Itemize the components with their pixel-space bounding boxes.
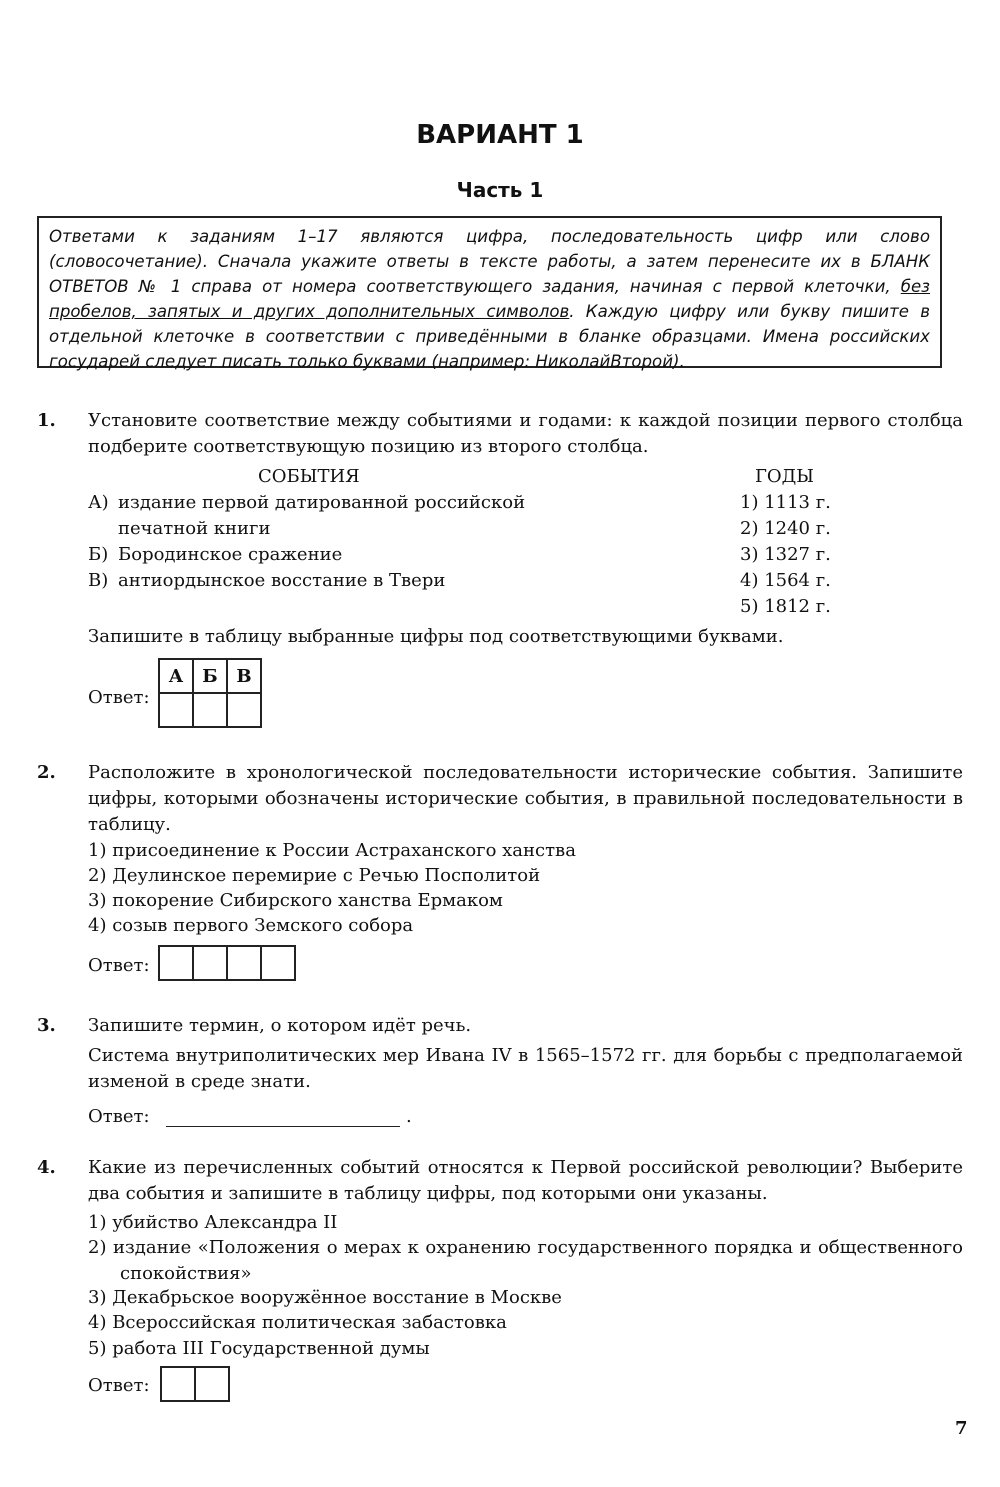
q4-answer-table [160, 1366, 230, 1402]
q1-event-c-text: антиордынское восстание в Твери [118, 570, 446, 591]
q2-number: 2. [37, 762, 56, 783]
variant-title: ВАРИАНТ 1 [416, 120, 584, 150]
q2-answer-cell-1[interactable] [159, 946, 193, 980]
q1-answer-cell-c[interactable] [227, 693, 261, 727]
q2-answer-table [158, 945, 296, 981]
q4-text: Какие из перечисленных событий относятся к Первой российской революции? Выберите два события и запишите в таблицу цифры, под которыми они указаны. [88, 1157, 963, 1204]
q1-answer-table [158, 658, 262, 728]
q4-item-1: 1) убийство Александра II [88, 1212, 338, 1233]
q1-col-c-header: В [227, 659, 261, 693]
q1-year-4: 4) 1564 г. [740, 570, 831, 591]
q1-event-b-letter: Б) [88, 544, 109, 565]
q1-event-a-text-cont: печатной книги [118, 518, 271, 539]
q1-year-2: 2) 1240 г. [740, 518, 831, 539]
page-number: 7 [955, 1418, 968, 1439]
q2-answer-cell-4[interactable] [261, 946, 295, 980]
q2-item-2: 2) Деулинское перемирие с Речью Посполитой [88, 865, 541, 886]
q1-answer-cell-b[interactable] [193, 693, 227, 727]
instructions-text-end: . Каждую цифру или букву пишите в отдельной клеточке в соответствии с приведёнными в бланке образцами. Имена российских государей следует писать только буквами (например: НиколайВторой). [49, 302, 930, 371]
q3-answer-period: . [406, 1106, 412, 1127]
q4-answer-label: Ответ: [88, 1375, 150, 1396]
q2-item-1: 1) присоединение к России Астраханского ханства [88, 840, 576, 861]
q1-instruction: Запишите в таблицу выбранные цифры под соответствующими буквами. [88, 626, 784, 647]
q2-item-4: 4) созыв первого Земского собора [88, 915, 414, 936]
q3-answer-field[interactable] [166, 1104, 400, 1127]
q4-item-3: 3) Декабрьское вооружённое восстание в Москве [88, 1287, 562, 1308]
q4-number: 4. [37, 1157, 56, 1178]
part-title: Часть 1 [456, 178, 544, 202]
q1-answer-cell-a[interactable] [159, 693, 193, 727]
q1-years-header: ГОДЫ [755, 466, 815, 487]
q1-event-b-text: Бородинское сражение [118, 544, 343, 565]
q3-number: 3. [37, 1015, 56, 1036]
q1-events-header: СОБЫТИЯ [258, 466, 360, 487]
instructions-box [37, 216, 942, 371]
instructions-text-start: Ответами к заданиям 1–17 являются цифра, последовательность цифр или слово (словосочетание). Сначала укажите ответы в тексте работы, а затем перенесите их в БЛАНК ОТВЕТОВ № 1 справа от номера соответствующего задания, начиная с первой клеточки, [49, 227, 930, 296]
q1-answer-label: Ответ: [88, 687, 150, 708]
q4-item-5: 5) работа III Государственной думы [88, 1338, 430, 1359]
q2-item-3: 3) покорение Сибирского ханства Ермаком [88, 890, 503, 911]
q1-col-a-header: А [159, 659, 193, 693]
q4-answer-cell-2[interactable] [195, 1367, 229, 1401]
q1-year-3: 3) 1327 г. [740, 544, 831, 565]
q2-answer-label: Ответ: [88, 955, 150, 976]
q3-text: Запишите термин, о котором идёт речь. [88, 1015, 472, 1036]
q1-event-a-text: издание первой датированной российской [118, 492, 526, 513]
q4-answer-cell-1[interactable] [161, 1367, 195, 1401]
q2-answer-cell-2[interactable] [193, 946, 227, 980]
q3-answer-label: Ответ: [88, 1106, 150, 1127]
q1-number: 1. [37, 410, 56, 431]
q2-answer-cell-3[interactable] [227, 946, 261, 980]
instructions-underlined: без пробелов, запятых и других дополнительных символов [49, 277, 930, 321]
q1-year-1: 1) 1113 г. [740, 492, 831, 513]
q1-event-a-letter: А) [88, 492, 109, 513]
q1-event-c-letter: В) [88, 570, 109, 591]
q1-text: Установите соответствие между событиями и годами: к каждой позиции первого столбца подберите соответствующую позицию из второго столбца. [88, 410, 963, 457]
q1-year-5: 5) 1812 г. [740, 596, 831, 617]
q1-col-b-header: Б [193, 659, 227, 693]
q2-text: Расположите в хронологической последовательности исторические события. Запишите цифры, которыми обозначены исторические события, в правильной последовательности в таблицу. [88, 762, 963, 835]
q4-item-2: 2) издание «Положения о мерах к охранению государственного порядка и общественного спокойствия» [88, 1237, 963, 1284]
q3-description: Система внутриполитических мер Ивана IV в 1565–1572 гг. для борьбы с предполагаемой изменой в среде знати. [88, 1045, 963, 1092]
q4-item-4: 4) Всероссийская политическая забастовка [88, 1312, 507, 1333]
